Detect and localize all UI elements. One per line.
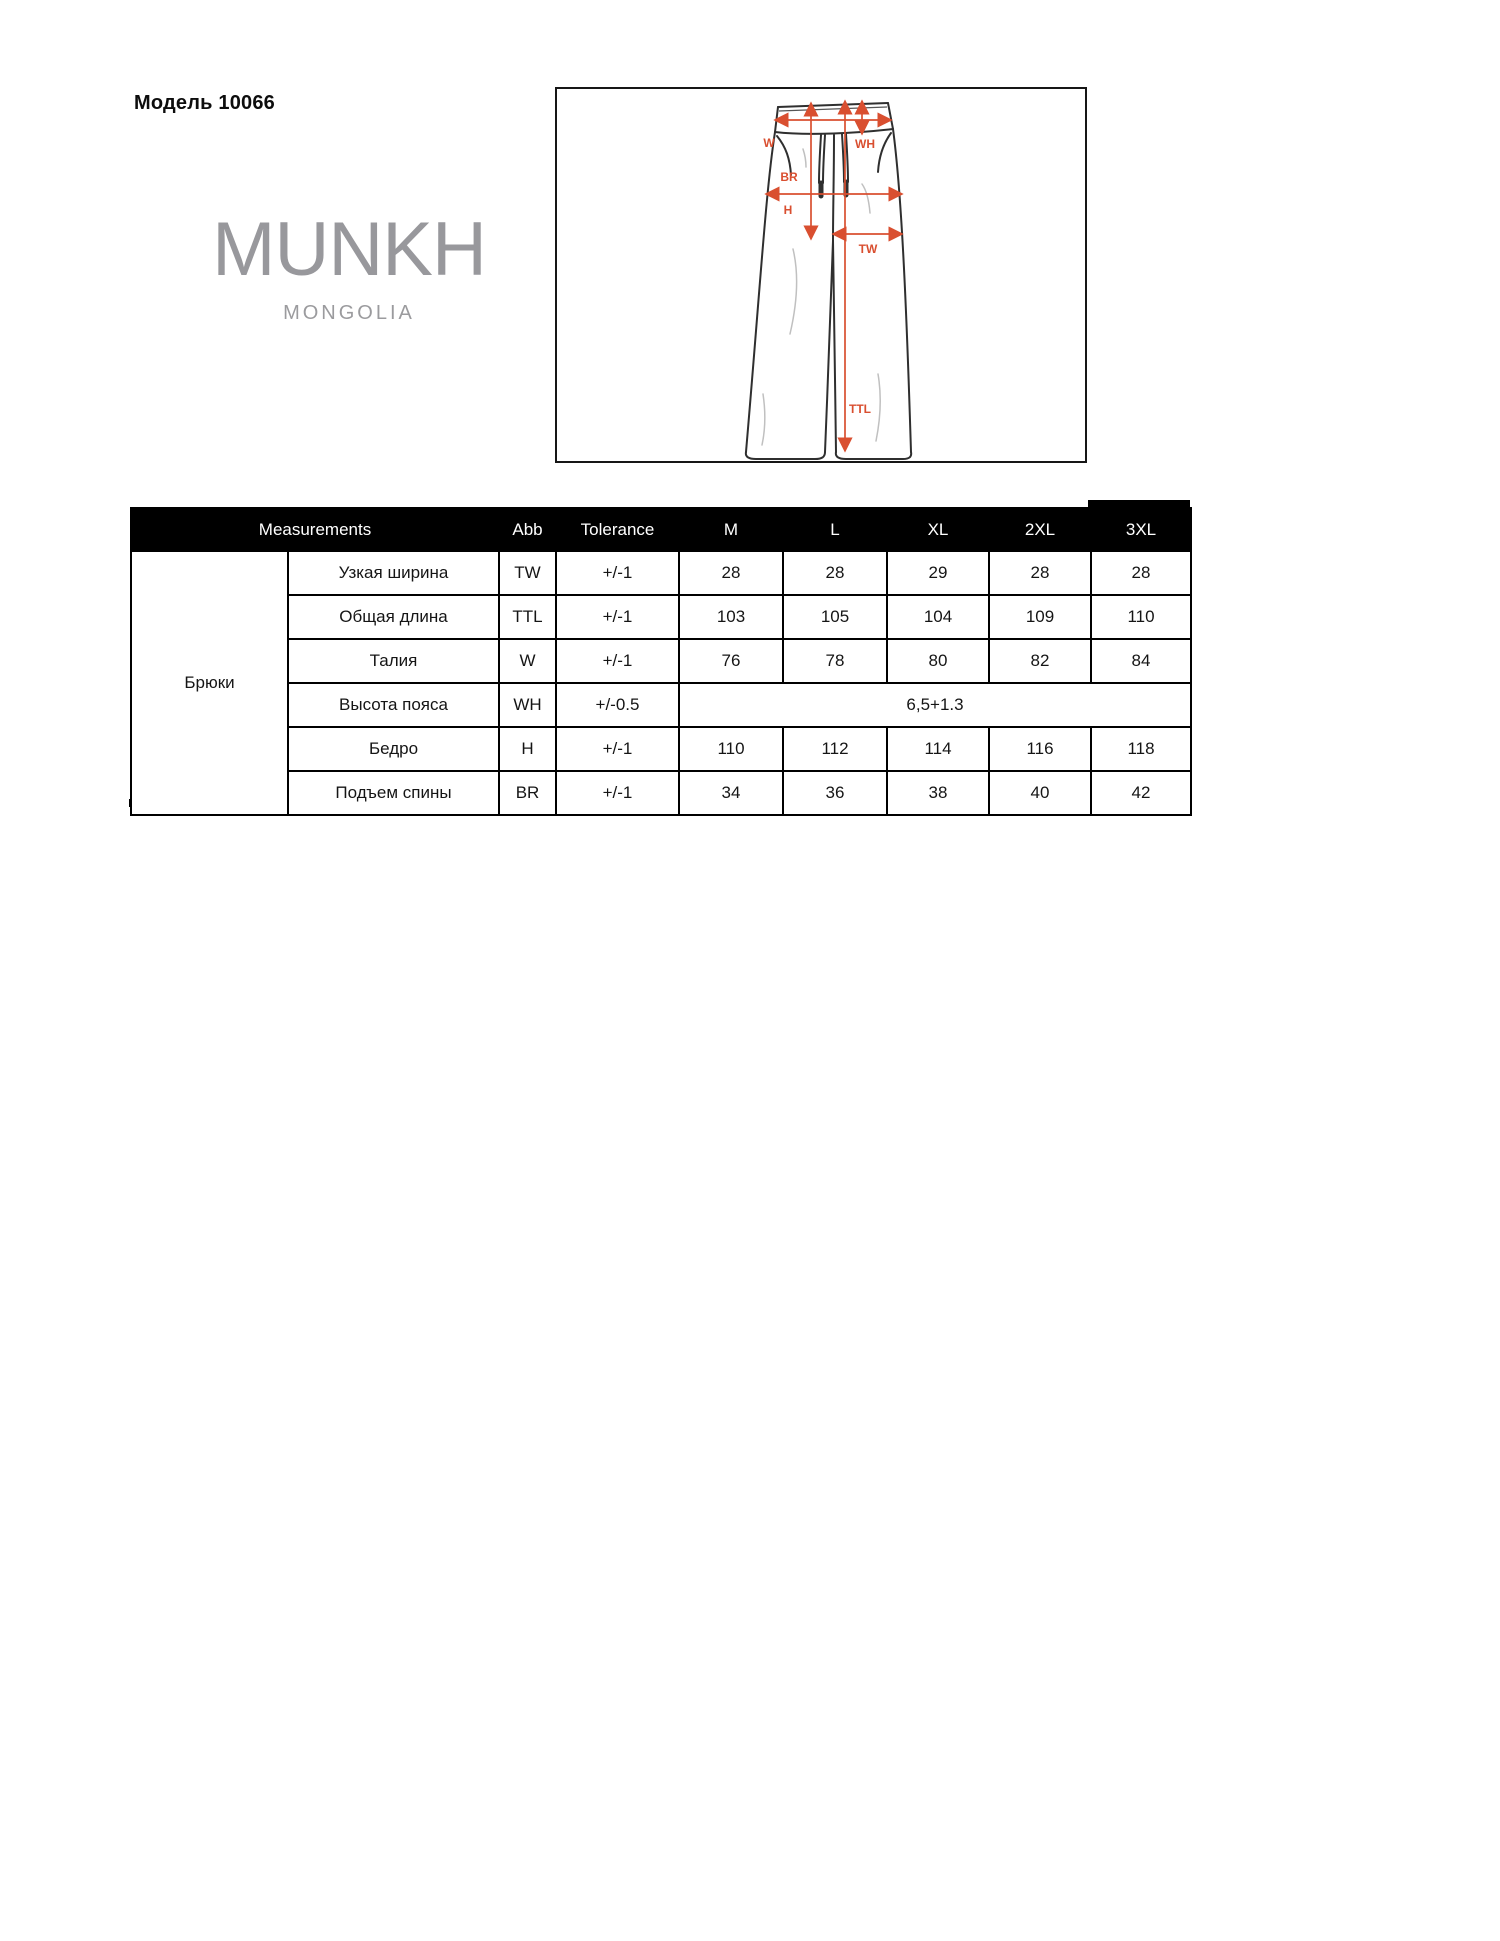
table-row bbox=[131, 683, 1191, 727]
cell-abb: WH bbox=[499, 683, 556, 727]
measurements-table-wrap bbox=[130, 507, 1192, 816]
header-size-l: L bbox=[783, 508, 887, 551]
table-row bbox=[131, 595, 1191, 639]
pants-diagram-frame bbox=[555, 87, 1087, 463]
cell-value: 28 bbox=[1091, 551, 1191, 595]
cell-value: 76 bbox=[679, 639, 783, 683]
brand-name-text: MUNKH bbox=[212, 207, 486, 292]
cell-value: 28 bbox=[989, 551, 1091, 595]
header-measurements: Measurements bbox=[131, 508, 499, 551]
cell-value: 118 bbox=[1091, 727, 1191, 771]
cell-value: 42 bbox=[1091, 771, 1191, 815]
dim-label-wh: WH bbox=[855, 137, 875, 151]
cell-name: Талия bbox=[288, 639, 499, 683]
header-row bbox=[131, 508, 1191, 551]
cell-name: Общая длина bbox=[288, 595, 499, 639]
table-left-border-tail bbox=[129, 799, 132, 807]
cell-value: 29 bbox=[887, 551, 989, 595]
cell-value: 34 bbox=[679, 771, 783, 815]
measurements-table bbox=[130, 507, 1192, 816]
cell-value: 40 bbox=[989, 771, 1091, 815]
cell-value: 112 bbox=[783, 727, 887, 771]
cell-abb: TTL bbox=[499, 595, 556, 639]
header-abb: Abb bbox=[499, 508, 556, 551]
header-tolerance: Tolerance bbox=[556, 508, 679, 551]
table-row bbox=[131, 639, 1191, 683]
dimension-labels bbox=[763, 136, 878, 416]
dim-label-ttl: TTL bbox=[849, 402, 871, 416]
cell-name: Высота пояса bbox=[288, 683, 499, 727]
cell-value: 110 bbox=[1091, 595, 1191, 639]
cell-abb: TW bbox=[499, 551, 556, 595]
cell-abb: W bbox=[499, 639, 556, 683]
cell-tolerance: +/-1 bbox=[556, 551, 679, 595]
cell-value: 114 bbox=[887, 727, 989, 771]
cell-value: 116 bbox=[989, 727, 1091, 771]
cell-value: 28 bbox=[679, 551, 783, 595]
cell-tolerance: +/-1 bbox=[556, 595, 679, 639]
waistband-inner-line bbox=[779, 107, 887, 111]
dim-label-br: BR bbox=[780, 170, 798, 184]
brand-subtitle-text: MONGOLIA bbox=[283, 302, 415, 324]
cell-value: 82 bbox=[989, 639, 1091, 683]
cell-abb: H bbox=[499, 727, 556, 771]
cell-merged-value: 6,5+1.3 bbox=[679, 683, 1191, 727]
cell-name: Бедро bbox=[288, 727, 499, 771]
dim-label-h: H bbox=[783, 203, 793, 217]
model-title: Модель 10066 bbox=[134, 92, 276, 114]
cell-value: 84 bbox=[1091, 639, 1191, 683]
header-size-xl: XL bbox=[887, 508, 989, 551]
cell-name: Узкая ширина bbox=[288, 551, 499, 595]
cell-value: 36 bbox=[783, 771, 887, 815]
pants-outline bbox=[746, 103, 911, 459]
header-size-3xl: 3XL bbox=[1091, 508, 1191, 551]
cell-value: 78 bbox=[783, 639, 887, 683]
cell-value: 103 bbox=[679, 595, 783, 639]
cell-value: 80 bbox=[887, 639, 989, 683]
cell-tolerance: +/-0.5 bbox=[556, 683, 679, 727]
dim-label-tw: TW bbox=[858, 242, 878, 256]
cell-tolerance: +/-1 bbox=[556, 727, 679, 771]
cell-value: 105 bbox=[783, 595, 887, 639]
table-row bbox=[131, 727, 1191, 771]
table-row bbox=[131, 551, 1191, 595]
cell-tolerance: +/-1 bbox=[556, 771, 679, 815]
cell-value: 110 bbox=[679, 727, 783, 771]
dim-label-w: W bbox=[763, 136, 775, 150]
pants-technical-drawing bbox=[557, 89, 1085, 461]
cell-name: Подъем спины bbox=[288, 771, 499, 815]
cell-tolerance: +/-1 bbox=[556, 639, 679, 683]
cell-value: 28 bbox=[783, 551, 887, 595]
cell-value: 109 bbox=[989, 595, 1091, 639]
category-cell: Брюки bbox=[131, 551, 288, 815]
cell-value: 38 bbox=[887, 771, 989, 815]
cell-value: 104 bbox=[887, 595, 989, 639]
table-row bbox=[131, 771, 1191, 815]
cell-abb: BR bbox=[499, 771, 556, 815]
brand-logo bbox=[204, 207, 494, 325]
header-size-m: M bbox=[679, 508, 783, 551]
header-size-2xl: 2XL bbox=[989, 508, 1091, 551]
